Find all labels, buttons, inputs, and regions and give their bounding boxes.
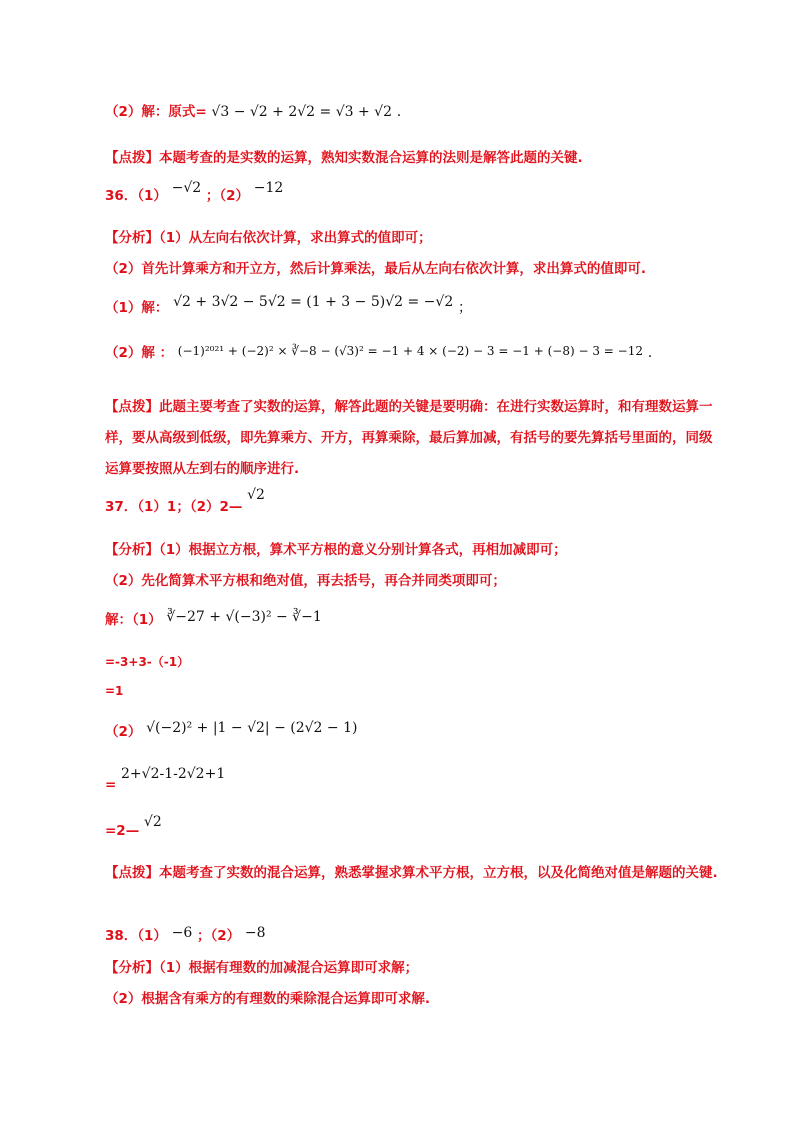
math-expression: (−1)²⁰²¹ + (−2)² × ∛−8 − (√3)² = −1 + 4 × (−2) − 3 = −1 + (−8) − 3 = −12 [177, 344, 643, 358]
label: 解：（1） [105, 612, 162, 628]
math-expression: √(−2)² + |1 − √2| − (2√2 − 1) [146, 720, 358, 736]
answer-38 [105, 926, 265, 946]
separator: ；（2） [205, 188, 250, 204]
label: （2）解：原式= [105, 104, 207, 120]
answer-text: 37．（1）1；（2）2— [105, 499, 243, 515]
math-expression: √2 + 3√2 − 5√2 = (1 + 3 − 5)√2 = −√2 [173, 294, 454, 310]
analysis-37-2: （2）先化简算术平方根和绝对值，再去括号，再合并同类项即可； [105, 573, 506, 589]
math-expression: √3 − √2 + 2√2 = √3 + √2 [211, 104, 392, 120]
analysis-38-2: （2）根据含有乘方的有理数的乘除混合运算即可求解. [105, 991, 431, 1007]
analysis-37-1: 【分析】（1）根据立方根，算术平方根的意义分别计算各式，再相加减即可； [105, 542, 567, 558]
analysis-38-1: 【分析】（1）根据有理数的加减混合运算即可求解； [105, 960, 419, 976]
solution-36-1 [105, 294, 472, 318]
analysis-36-1: 【分析】（1）从左向右依次计算，求出算式的值即可； [105, 230, 432, 246]
step-1: =-3+3-（-1） [105, 655, 190, 669]
answer-36 [105, 180, 284, 206]
end-mark: ； [457, 300, 472, 316]
label: （2）解 ： [105, 345, 174, 361]
analysis-36-2: （2）首先计算乘方和开立方，然后计算乘法，最后从左向右依次计算，求出算式的值即可. [105, 261, 647, 277]
step-4 [105, 814, 162, 841]
question-number: 38．（1） [105, 928, 167, 944]
answer-1: −6 [171, 925, 193, 941]
label: （2） [105, 724, 142, 740]
answer-2: −12 [253, 180, 284, 196]
step-3 [105, 766, 226, 793]
solution-36-2 [105, 343, 652, 363]
separator: ；（2） [196, 928, 241, 944]
answer-35-part2 [105, 102, 401, 122]
answer-2: −8 [244, 925, 266, 941]
math-expression: 2+√2-1-2√2+1 [121, 766, 226, 782]
solution-37-2 [105, 722, 357, 742]
solution-37-1 [105, 610, 322, 630]
hint-37: 【点拨】本题考查了实数的混合运算，熟悉掌握求算术平方根，立方根，以及化简绝对值是解题的关键. [105, 865, 718, 881]
step-2: =1 [105, 684, 124, 698]
math-sqrt2: √2 [247, 487, 265, 503]
period: . [647, 345, 653, 361]
label: （1）解： [105, 300, 169, 316]
answer-text: =2— [105, 823, 140, 839]
answer-1: −√2 [171, 180, 202, 196]
answer-37 [105, 487, 265, 517]
math-expression: ∛−27 + √(−3)² − ∛−1 [166, 609, 322, 625]
question-number: 36．（1） [105, 188, 167, 204]
hint-35: 【点拨】本题考查的是实数的运算，熟知实数混合运算的法则是解答此题的关键. [105, 150, 583, 166]
period: . [396, 104, 402, 120]
math-sqrt2: √2 [143, 814, 162, 830]
equals: = [105, 777, 117, 793]
hint-36: 【点拨】此题主要考查了实数的运算，解答此题的关键是要明确：在进行实数运算时，和有理数运算一样，要从高级到低级，即先算乘方、开方，再算乘除，最后算加减，有括号的要先算括号里面的，同级运算要按照从左到右的顺序进行. [105, 399, 713, 477]
